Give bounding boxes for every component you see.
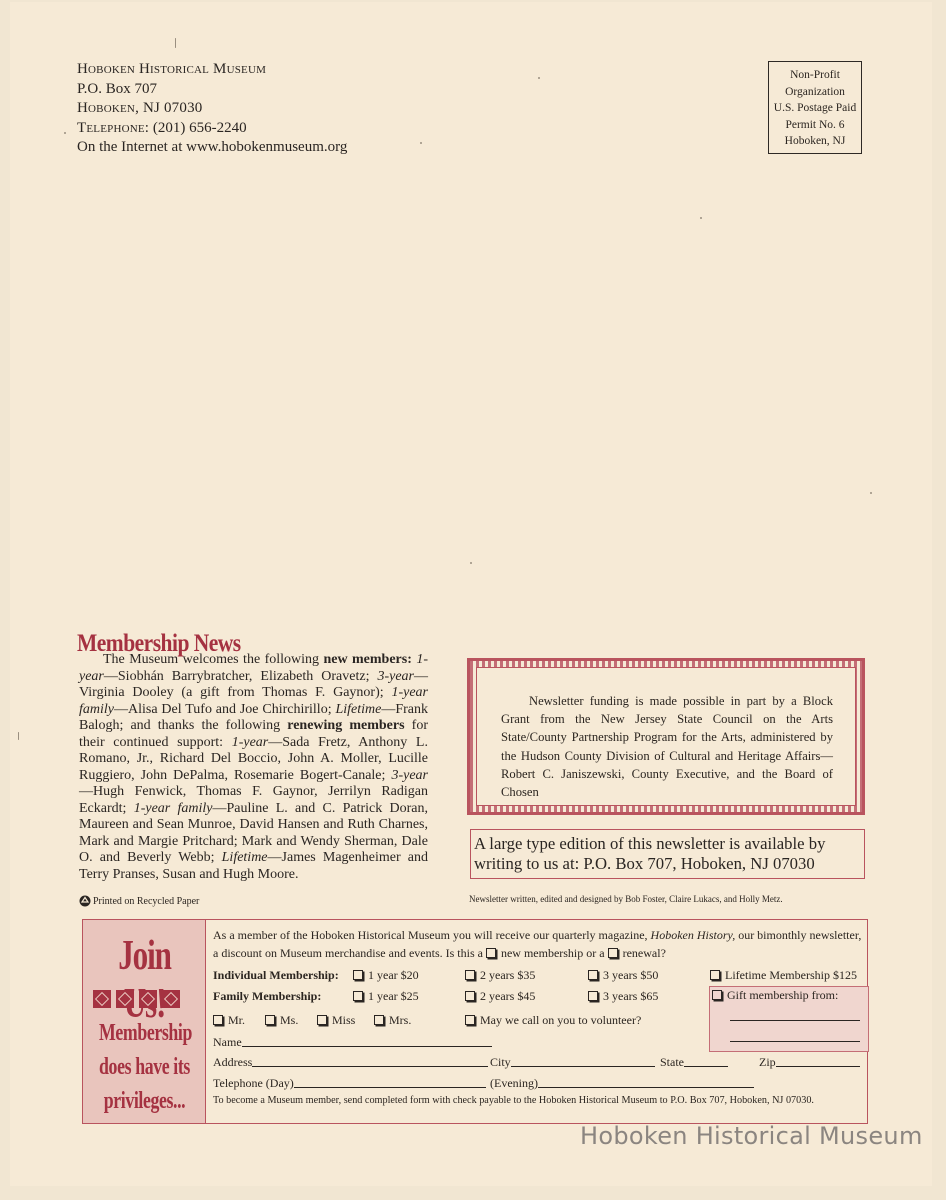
state-label: State [660, 1055, 684, 1069]
checkbox[interactable] [213, 1015, 223, 1025]
option-label: 1 year $25 [368, 989, 419, 1003]
text-run: 1-year [231, 734, 269, 750]
newsletter-credits: Newsletter written, edited and designed by Bob Foster, Claire Lukacs, and Holly Metz. [469, 894, 783, 904]
address-label: Address [213, 1055, 253, 1069]
option-label: Ms. [280, 1013, 299, 1027]
postage-line: U.S. Postage Paid [773, 102, 857, 114]
state-field[interactable] [684, 1055, 728, 1067]
ornament-icon [139, 990, 157, 1008]
text-run: 1-year [79, 652, 428, 684]
paper-speck [175, 38, 176, 48]
funding-box [467, 658, 865, 815]
membership-news-body [79, 652, 428, 883]
join-form [82, 919, 868, 1124]
join-form-body [213, 920, 867, 1123]
ornament-icon [116, 990, 134, 1008]
gift-option[interactable] [712, 988, 838, 1003]
recycled-note [79, 895, 199, 907]
tagline-line: privileges... [103, 1088, 186, 1114]
return-address [77, 60, 347, 158]
postage-line: Permit No. 6 [785, 118, 845, 131]
ms-option[interactable] [265, 1013, 298, 1028]
text-run: Lifetime [221, 850, 268, 865]
text-run: —Sada Fretz, Anthony L. Romano, Jr., Richard Del Boccio, John A. Moller, Lucille Ruggiero, John DePalma, Rosemarie Bogert-Canale; [79, 734, 428, 783]
tagline-line: Membership [98, 1020, 192, 1046]
phone-number: (201) 656-2240 [152, 119, 247, 136]
mrs-option[interactable] [374, 1013, 411, 1028]
evening-phone-field[interactable] [538, 1076, 754, 1088]
state-row [660, 1055, 728, 1070]
text-run: —Hugh Fenwick, Thomas F. Gaynor, Jerrilyn Radigan Eckardt; [79, 784, 428, 816]
option-label: Lifetime Membership $125 [725, 968, 857, 982]
city-field[interactable] [511, 1055, 655, 1067]
text-run: new members: [323, 652, 412, 667]
zip-label: Zip [759, 1055, 776, 1069]
individual-label: Individual Membership: [213, 968, 339, 982]
checkbox[interactable] [265, 1015, 275, 1025]
gift-from-line[interactable] [730, 1020, 860, 1021]
postage-line: Hoboken, NJ [784, 135, 846, 147]
text-run: —Pauline L. and C. Patrick Doran, Maureen and Sean Munroe, David Hansen and Ruth Charnes, Mark and Margie Pritchard; Mark and Wendy Sherman, Dale O. and Beverly Webb; [79, 800, 429, 865]
text-run: —Alisa Del Tufo and Joe Chirchirillo; [114, 701, 336, 717]
text-run: —Siobhán Barrybratcher, Elizabeth Oravetz; [103, 668, 378, 684]
text-run: our bimonthly newsletter, a discount on Museum merchandise and events. Is this a [213, 928, 862, 960]
checkbox[interactable] [374, 1015, 384, 1025]
checkbox[interactable] [353, 970, 363, 980]
paper-speck [470, 562, 472, 564]
paper-speck [538, 77, 540, 79]
text-run: —Virginia Dooley (a gift from Thomas F. Gaynor); [79, 668, 428, 700]
text-run: 1-year family [133, 800, 213, 816]
paper-speck [64, 132, 66, 134]
join-tagline [99, 1016, 190, 1118]
option-label: Mrs. [389, 1013, 412, 1027]
join-intro [213, 926, 863, 962]
option-label: 2 years $45 [480, 989, 536, 1003]
join-headline: Join [118, 933, 171, 979]
checkbox[interactable] [317, 1015, 327, 1025]
ind-1yr-option[interactable] [353, 968, 419, 983]
checkbox[interactable] [465, 970, 475, 980]
address-field[interactable] [252, 1055, 488, 1067]
text-run: Hoboken History, [650, 928, 736, 942]
city-row [490, 1055, 655, 1070]
ornament-row [93, 990, 180, 1008]
evening-phone-label: (Evening) [490, 1076, 538, 1090]
phone-line [77, 119, 347, 139]
volunteer-option[interactable] [465, 1013, 641, 1028]
miss-option[interactable] [317, 1013, 355, 1028]
tagline-line: does have its [99, 1054, 190, 1080]
lifetime-option[interactable] [710, 968, 857, 983]
ornament-icon [162, 990, 180, 1008]
recycle-icon [79, 895, 91, 907]
checkbox[interactable] [712, 990, 722, 1000]
text-run: renewing members [287, 718, 405, 733]
text-run: for their continued support: [79, 718, 428, 750]
museum-name: Hoboken Historical Museum [77, 61, 267, 77]
option-label: 1 year $20 [368, 968, 419, 982]
web-line: On the Internet at www.hobokenmuseum.org [77, 139, 348, 155]
checkbox[interactable] [465, 1015, 475, 1025]
text-run: As a member of the Hoboken Historical Museum you will receive our quarterly magazine, [213, 928, 651, 942]
option-label: Mr. [228, 1013, 246, 1027]
fam-1yr-option[interactable] [353, 989, 419, 1004]
text-run: renewal? [622, 946, 666, 960]
family-label: Family Membership: [213, 989, 322, 1003]
recycled-label: Printed on Recycled Paper [93, 895, 200, 907]
new-membership-checkbox[interactable] [486, 948, 496, 958]
membership-news-title: Membership News [77, 630, 241, 657]
name-field[interactable] [242, 1035, 492, 1047]
day-phone-field[interactable] [294, 1076, 486, 1088]
watermark: Hoboken Historical Museum [580, 1122, 923, 1150]
funding-text: Newsletter funding is made possible in part by a Block Grant from the New Jersey State Council on the Arts State/County Partnership Program for the Arts, administered by the Hudson County Division of Cultural and Heritage Affairs—Robert C. Janiszewski, County Executive, and the Board of Chosen [476, 667, 856, 806]
evening-phone-row [490, 1076, 754, 1091]
phone-label: Telephone: [77, 119, 150, 136]
text-run: new membership or a [500, 946, 605, 960]
ornament-icon [93, 990, 111, 1008]
option-label: Gift membership from: [727, 988, 839, 1002]
zip-row [759, 1055, 860, 1070]
text-run: 3-year [391, 767, 428, 783]
text-run: Lifetime [335, 701, 382, 717]
fam-2yr-option[interactable] [465, 989, 535, 1004]
city-label: City [490, 1055, 511, 1069]
option-label: 2 years $35 [480, 968, 536, 982]
option-label: Miss [332, 1013, 356, 1027]
postage-indicia [768, 61, 862, 154]
ind-2yr-option[interactable] [465, 968, 535, 983]
postage-line: Organization [785, 85, 845, 98]
option-label: 3 years $50 [603, 968, 659, 982]
po-box: P.O. Box 707 [77, 80, 158, 97]
checkbox[interactable] [465, 991, 475, 1001]
paper-speck [420, 142, 422, 144]
gift-from-line[interactable] [730, 1041, 860, 1042]
name-row [213, 1035, 492, 1050]
ind-3yr-option[interactable] [588, 968, 658, 983]
option-label: May we call on you to volunteer? [480, 1013, 642, 1027]
postage-line: Non-Profit [790, 69, 840, 81]
paper-speck [870, 492, 872, 494]
paper-speck [700, 217, 702, 219]
zip-field[interactable] [776, 1055, 860, 1067]
join-banner [83, 920, 206, 1123]
checkbox[interactable] [588, 991, 598, 1001]
address-row [213, 1055, 488, 1070]
join-instructions: To become a Museum member, send completed form with check payable to the Hoboken Historical Museum to P.O. Box 707, Hoboken, NJ 07030. [213, 1095, 814, 1106]
text-run: —Frank Balogh; and thanks the following [79, 701, 428, 733]
checkbox[interactable] [588, 970, 598, 980]
renewal-checkbox[interactable] [608, 948, 618, 958]
large-type-notice: A large type edition of this newsletter is available by writing to us at: P.O. Box 707, Hoboken, NJ 07030 [470, 829, 865, 879]
checkbox[interactable] [710, 970, 720, 980]
paper-speck [18, 732, 19, 740]
text-run: 1-year family [79, 685, 428, 717]
text-run: The Museum welcomes the following [103, 652, 324, 667]
city-state-zip: Hoboken, NJ 07030 [77, 100, 203, 116]
text-run: 3-year [377, 668, 414, 684]
text-run: —James Magenheimer and Terry Pranses, Susan and Hugh Moore. [79, 850, 428, 882]
gift-membership-box [709, 986, 869, 1052]
checkbox[interactable] [353, 991, 363, 1001]
fam-3yr-option[interactable] [588, 989, 658, 1004]
option-label: 3 years $65 [603, 989, 659, 1003]
day-phone-label: Telephone (Day) [213, 1076, 294, 1090]
mr-option[interactable] [213, 1013, 245, 1028]
day-phone-row [213, 1076, 486, 1091]
name-label: Name [213, 1035, 242, 1049]
